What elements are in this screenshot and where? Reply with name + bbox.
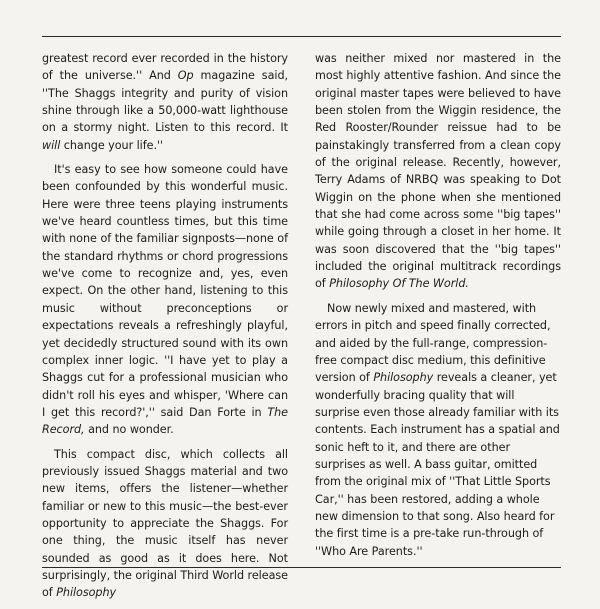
italic-text: will — [42, 138, 61, 152]
text-run: Now newly mixed and mastered, with errors in pitch and speed finally corrected, and aided by the full-range, compression-free compact disc medium, this definitive version of — [315, 301, 551, 385]
italic-text: Philosophy — [56, 586, 117, 600]
paragraph — [42, 161, 288, 439]
text-run: It's easy to see how someone could have been confounded by this wonderful music. Here were three teens playing instruments we've heard countless times, but this time with none of the familiar signposts—none of the standard rhythms or chord progressions we've come to recognize and, yes, even expect. On the other hand, listening to this music without preconceptions or expectations reveals a refreshingly playful, yet decidedly structured sound with its own complex inner logic. ''I have yet to play a Shaggs cut for a professional musician who didn't roll his eyes and whisper, 'Where can I get this record?','' said Dan Forte in — [42, 163, 288, 419]
text-run: This compact disc, which collects all previously issued Shaggs material and two new items, offers the listener—whether familiar or new to this music—the best-ever opportunity to appreciate the Shaggs. For one thing, the music itself has never sounded as good as it does here. Not surprisingly, the original Third World release of — [42, 447, 288, 600]
top-rule — [42, 36, 561, 37]
text-run: was neither mixed nor mastered in the most highly attentive fashion. And since the original master tapes were believed to have been stolen from the Wiggin residence, the Red Rooster/Rounder reissue had to be painstakingly transferred from a clean copy of the original release. Recently, however, Terry Adams of NRBQ was speaking to Dot Wiggin on the phone when she mentioned that she had come across some ''big tapes'' while going through a closet in her home. It was soon discovered that the ''big tapes'' included the original multitrack recordings of — [315, 52, 561, 291]
italic-text: Philosophy Of The World. — [329, 277, 469, 291]
right-column — [315, 50, 561, 567]
text-run: reveals a cleaner, yet wonderfully bracing quality that will surprise even those already familiar with its contents. Each instrument has a spatial and sonic heft to it, and there are other surprises as well. A bass guitar, omitted from the original mix of ''That Little Sports Car,'' has been restored, adding a whole new dimension to that song. Also heard for the first time is a pre-take run-through of ''Who Are Parents.'' — [315, 371, 560, 558]
italic-text: The Record, — [42, 405, 288, 437]
paragraph — [42, 50, 288, 154]
text-run: greatest record ever recorded in the history of the universe.'' And — [42, 52, 288, 83]
paragraph — [315, 50, 561, 293]
text-run: magazine said, ''The Shaggs integrity and purity of vision shine through like a 50,000-watt lighthouse on a stormy night. Listen to this record. It — [42, 69, 288, 135]
italic-text: Philosophy — [373, 371, 434, 385]
text-run: change your life.'' — [60, 138, 164, 152]
italic-text: Op — [177, 69, 194, 83]
left-column — [42, 50, 288, 609]
text-run: and no wonder. — [84, 423, 174, 437]
paragraph — [42, 446, 288, 602]
paragraph — [315, 300, 561, 560]
bottom-rule — [42, 567, 561, 568]
